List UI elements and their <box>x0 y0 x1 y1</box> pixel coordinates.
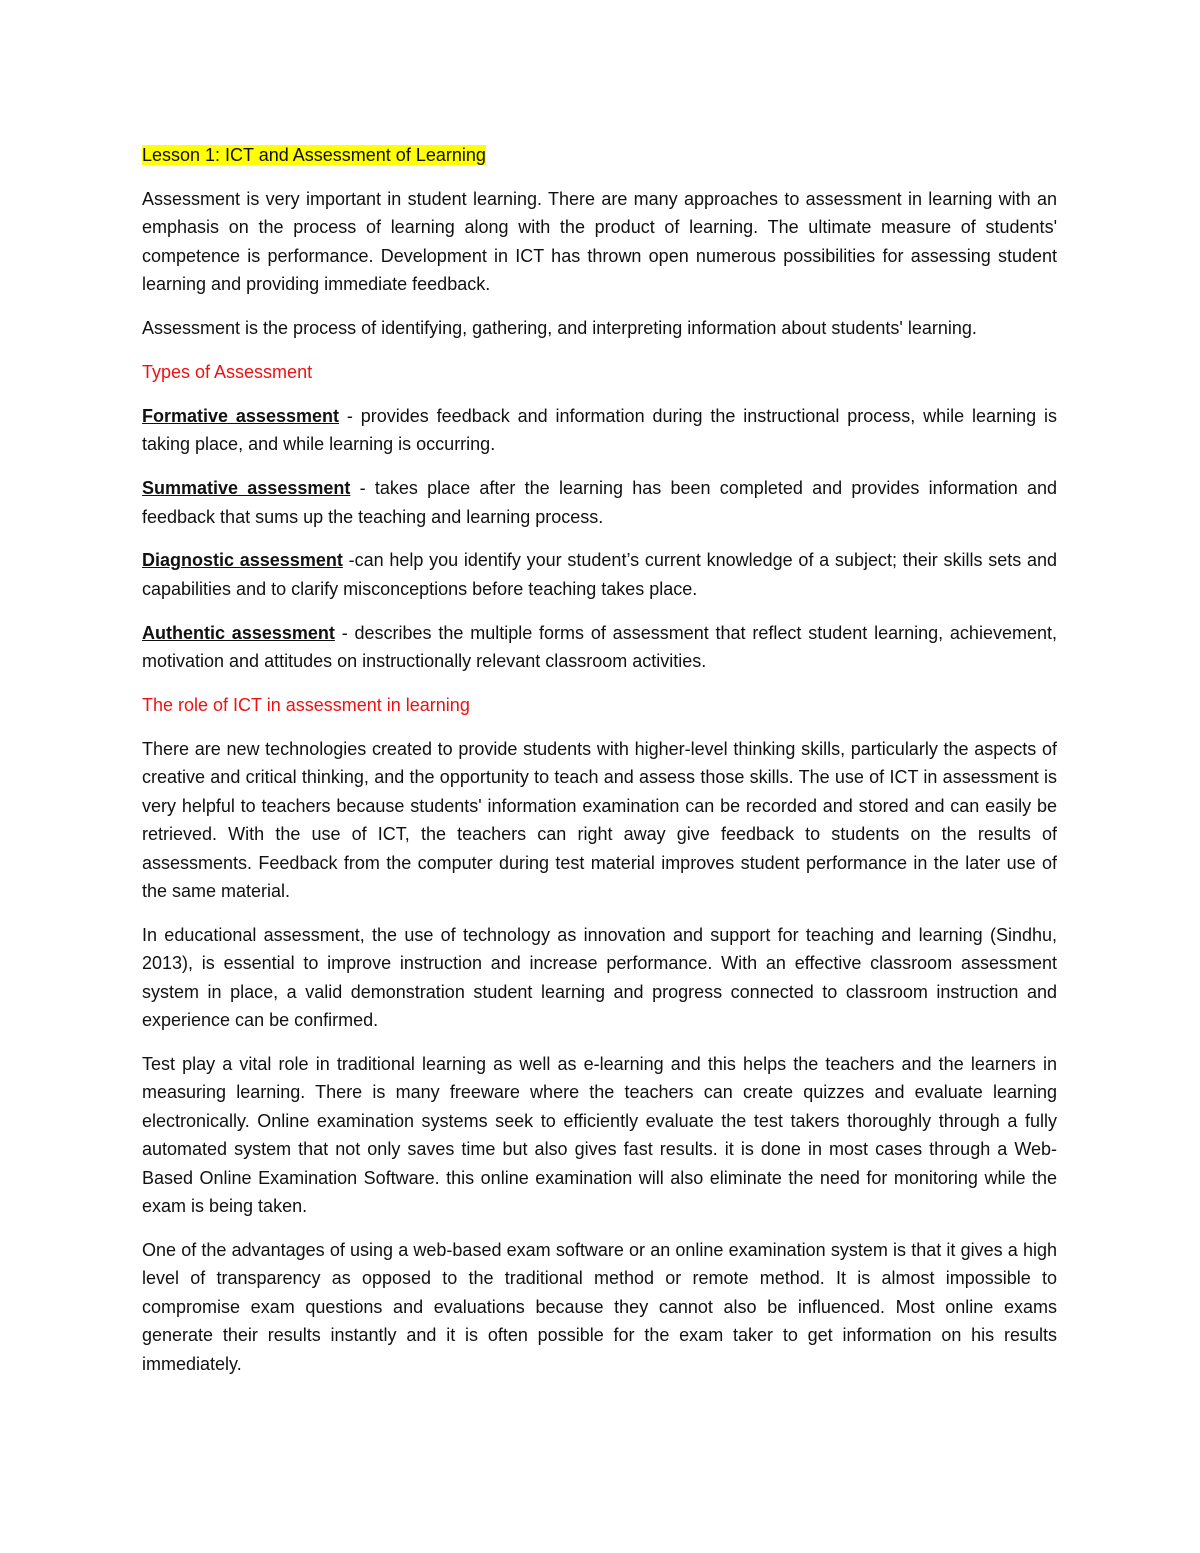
assessment-description: - takes place after the learning has been completed and provides information and feedback that sums up the teaching and learning process. <box>142 478 1057 527</box>
assessment-term: Formative assessment <box>142 405 339 426</box>
intro-paragraph: Assessment is the process of identifying, gathering, and interpreting information about students' learning. <box>142 318 977 339</box>
title-line <box>142 141 1057 169</box>
role-paragraph: There are new technologies created to provide students with higher-level thinking skills, particularly the aspects of creative and critical thinking, and the opportunity to teach and assess those skills. The use of ICT in assessment is very helpful to teachers because students' information examination can be recorded and stored and can easily be retrieved. With the use of ICT, the teachers can right away give feedback to students on the results of assessments. Feedback from the computer during test material improves student performance in the later use of the same material. <box>142 739 1057 902</box>
types-heading: Types of Assessment <box>142 361 313 382</box>
assessment-description: - provides feedback and information during the instructional process, while learning is taking place, and while learning is occurring. <box>142 405 1057 455</box>
role-paragraph: One of the advantages of using a web-based exam software or an online examination system is that it gives a high level of transparency as opposed to the traditional method or remote method. It is almost impossible to compromise exam questions and evaluations because they cannot also be influenced. Most online exams generate their results instantly and it is often possible for the exam taker to get information on his results immediately. <box>142 1240 1057 1374</box>
assessment-description: -can help you identify your student’s current knowledge of a subject; their skills sets and capabilities and to clarify misconceptions before teaching takes place. <box>142 550 1057 599</box>
role-paragraph: Test play a vital role in traditional learning as well as e-learning and this helps the teachers and the learners in measuring learning. There is many freeware where the teachers can create quizzes and evaluate learning electronically. Online examination systems seek to efficiently evaluate the test takers thoroughly through a fully automated system that not only saves time but also gives fast results. it is done in most cases through a Web-Based Online Examination Software. this online examination will also eliminate the need for monitoring while the exam is being taken. <box>142 1054 1057 1217</box>
role-paragraph: In educational assessment, the use of technology as innovation and support for teaching and learning (Sindhu, 2013), is essential to improve instruction and increase performance. With an effective classroom assessment system in place, a valid demonstration student learning and progress connected to classroom instruction and experience can be confirmed. <box>142 924 1057 1031</box>
intro-paragraph: Assessment is very important in student learning. There are many approaches to assessment in learning with an emphasis on the process of learning along with the product of learning. The ultimate measure of students' competence is performance. Development in ICT has thrown open numerous possibilities for assessing student learning and providing immediate feedback. <box>142 188 1057 295</box>
assessment-term: Summative assessment <box>142 478 351 499</box>
assessment-term: Authentic assessment <box>142 622 335 643</box>
assessment-description: - describes the multiple forms of assessment that reflect student learning, achievement, motivation and attitudes on instructionally relevant classroom activities. <box>142 622 1057 672</box>
assessment-term: Diagnostic assessment <box>142 550 343 571</box>
assessment-type-summative <box>142 474 1057 531</box>
role-heading: The role of ICT in assessment in learning <box>142 695 470 716</box>
assessment-type-authentic <box>142 619 1057 676</box>
assessment-type-diagnostic <box>142 546 1057 603</box>
document-body <box>142 141 1057 1394</box>
assessment-type-formative <box>142 402 1057 459</box>
lesson-title: Lesson 1: ICT and Assessment of Learning <box>142 145 486 165</box>
